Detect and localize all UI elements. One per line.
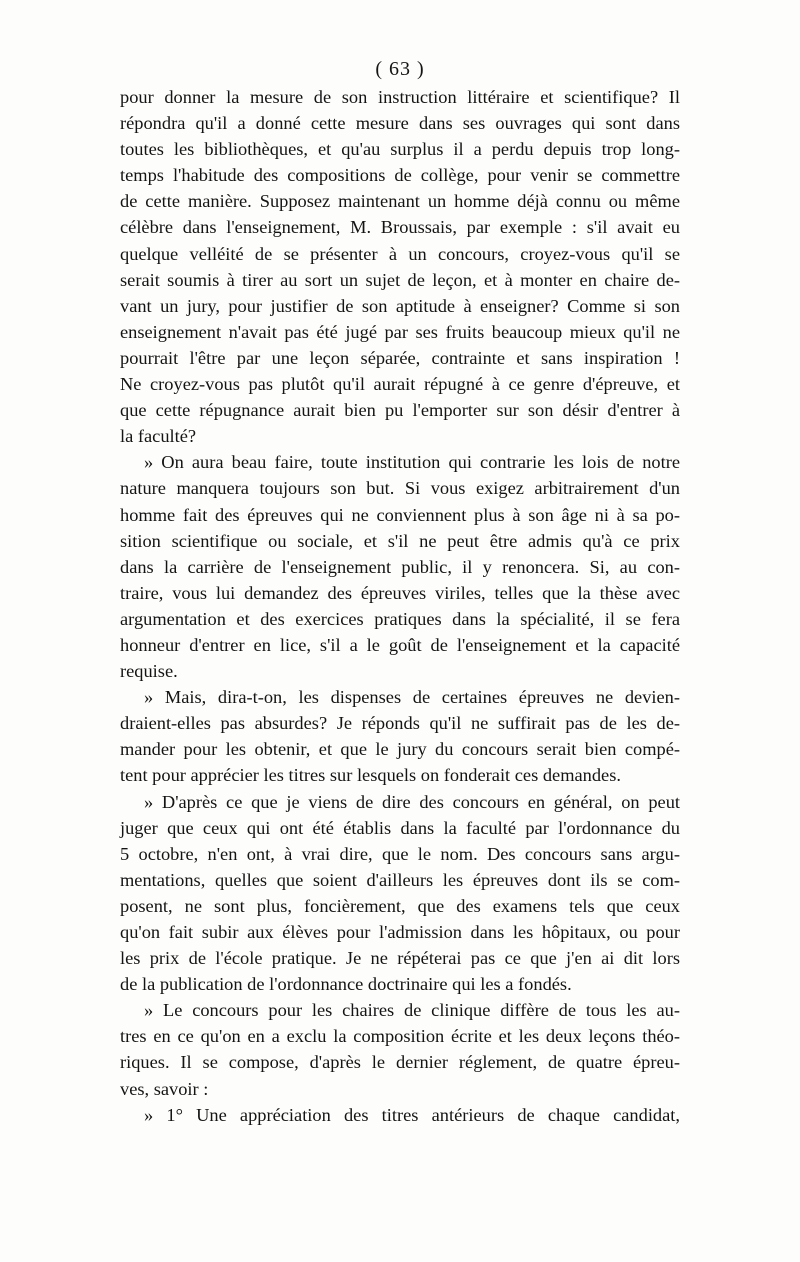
text-line: mentations, quelles que soient d'ailleurs les épreuves dont ils se com-: [120, 869, 680, 890]
text-line: homme fait des épreuves qui ne conviennent plus à son âge ni à sa po-: [120, 504, 680, 525]
text-line: que cette répugnance aurait bien pu l'emporter sur son désir d'entrer à: [120, 400, 680, 421]
text-line: les prix de l'école pratique. Je ne répéterai pas ce que j'en ai dit lors: [120, 948, 680, 969]
text-line: posent, ne sont plus, foncièrement, que des examens tels que ceux: [120, 895, 680, 916]
text-line: serait soumis à tirer au sort un sujet de leçon, et à monter en chaire de-: [120, 269, 680, 290]
text-line: sition scientifique ou sociale, et s'il ne peut être admis qu'à ce prix: [120, 530, 680, 551]
text-line: dans la carrière de l'enseignement public, il y renoncera. Si, au con-: [120, 556, 680, 577]
text-line: requise.: [120, 661, 178, 682]
text-line: Ne croyez-vous pas plutôt qu'il aurait répugné à ce genre d'épreuve, et: [120, 374, 680, 395]
text-line: » Mais, dira-t-on, les dispenses de certaines épreuves ne devien-: [144, 687, 680, 708]
text-line: temps l'habitude des compositions de collège, pour venir se commettre: [120, 165, 680, 186]
text-line: de cette manière. Supposez maintenant un homme déjà connu ou même: [120, 191, 680, 212]
page-number: ( 63 ): [375, 58, 425, 80]
text-line: toutes les bibliothèques, et qu'au surplus il a perdu depuis trop long-: [120, 139, 680, 160]
text-line: 5 octobre, n'en ont, à vrai dire, que le nom. Des concours sans argu-: [120, 843, 680, 864]
text-line: célèbre dans l'enseignement, M. Broussais, par exemple : s'il avait eu: [120, 217, 680, 238]
text-line: traire, vous lui demandez des épreuves viriles, telles que la thèse avec: [120, 582, 680, 603]
text-line: pourrait l'être par une leçon séparée, contrainte et sans inspiration !: [120, 347, 680, 368]
text-line: la faculté?: [120, 426, 197, 447]
text-line: répondra qu'il a donné cette mesure dans ses ouvrages qui sont dans: [120, 113, 680, 134]
text-line: qu'on fait subir aux élèves pour l'admission dans les hôpitaux, ou pour: [120, 922, 680, 942]
text-line: de la publication de l'ordonnance doctrinaire qui les a fondés.: [120, 974, 572, 995]
text-line: quelque velléité de se présenter à un concours, croyez-vous qu'il se: [120, 243, 680, 264]
text-line: » Le concours pour les chaires de clinique diffère de tous les au-: [144, 1000, 680, 1021]
text-line: argumentation et des exercices pratiques dans la spécialité, il se fera: [120, 608, 680, 629]
body-text: [120, 84, 680, 1128]
text-line: vant un jury, pour justifier de son aptitude à enseigner? Comme si son: [120, 295, 680, 316]
text-line: ves, savoir :: [120, 1078, 209, 1099]
text-line: riques. Il se compose, d'après le dernier réglement, de quatre épreu-: [120, 1052, 680, 1073]
text-line: pour donner la mesure de son instruction littéraire et scientifique? Il: [120, 87, 680, 107]
text-line: » On aura beau faire, toute institution qui contrarie les lois de notre: [144, 452, 680, 473]
text-line: enseignement n'avait pas été jugé par ses fruits beaucoup mieux qu'il ne: [120, 321, 680, 342]
text-line: draient-elles pas absurdes? Je réponds qu'il ne suffirait pas de les de-: [120, 713, 680, 734]
text-line: tent pour apprécier les titres sur lesquels on fonderait ces demandes.: [120, 765, 621, 786]
text-line: juger que ceux qui ont été établis dans la faculté par l'ordonnance du: [120, 817, 680, 838]
text-line: honneur d'entrer en lice, s'il a le goût de l'enseignement et la capacité: [120, 634, 680, 655]
text-line: mander pour les obtenir, et que le jury du concours serait bien compé-: [120, 739, 680, 760]
text-line: » D'après ce que je viens de dire des concours en général, on peut: [144, 791, 680, 812]
text-line: nature manquera toujours son but. Si vous exigez arbitrairement d'un: [120, 478, 680, 499]
text-line: tres en ce qu'on en a exclu la composition écrite et les deux leçons théo-: [120, 1026, 680, 1047]
text-line: » 1° Une appréciation des titres antérieurs de chaque candidat,: [144, 1104, 680, 1125]
